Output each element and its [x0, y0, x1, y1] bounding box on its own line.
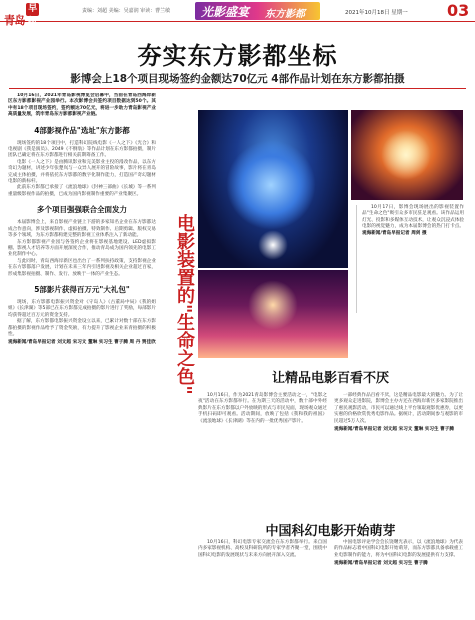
light-orb: [248, 280, 298, 330]
article-byline: 观海新闻/青岛早报记者 刘文超 宋习文 董琳 实习生 曹子腾: [334, 427, 454, 433]
article-byline: 观海新闻/青岛早报记者 刘文超 实习生 曹子腾: [334, 561, 428, 567]
article-paragraph: 现场，东方影都电影振兴资金对《守岛人》《古董局中局》《我的姐姐》《长津湖》等5部已在东方影都完成拍摄的影片进行了奖励，每部影片均获得超过百万元的资金支持。: [8, 299, 156, 318]
newspaper-logo: [4, 3, 39, 28]
article-paragraph: 10月16日，科幻电影专家交流会在东方影都举行。来自国内多家影视机构、高校及科研院所的专家学者齐聚一堂，围绕中国科幻电影的发展现状与未来方向展开深入交流。: [198, 540, 327, 558]
installation-photo-3: [351, 110, 463, 200]
sub-headline: 影博会上18个项目现场签约金额达70亿元 4部作品计划在东方影都拍摄: [70, 73, 405, 85]
article-paragraph: 电影《一人之下》是由腾讯影业和完美影业主投的漫改作品，以东方奇幻为题材，讲述少年张楚岚与一众异人展开的冒险故事，影片将在青岛完成主体拍摄，并将依托东方影都的数字化制作能力，打造国产奇幻题材电影的新标杆。: [8, 159, 156, 185]
staff-credits: 责编：刘超 美编：吴嘉润 审读：曹兰敏: [82, 8, 171, 14]
page-number: 03: [447, 1, 470, 20]
issue-date: 2021年10月18日 星期一: [345, 10, 408, 16]
article-byline: 观海新闻/青岛早报记者 刘文超 宋习文 董琳 实习生 曹子腾 周 丹 贾佳欣: [8, 340, 156, 346]
caption-text: 10月17日，影博会现场展出的影视装置作品"生命之色"吸引众多市民驻足观看。该作品运用灯光、投影和多媒体互动技术，让观众沉浸式体验电影的视觉魅力，成为本届影博会的热门打卡点。: [362, 205, 464, 230]
scifi-article: [198, 540, 463, 568]
section-banner: [195, 2, 320, 20]
banner-main: 光影盛宴: [201, 5, 250, 19]
article-paragraph: 本届影博会上，来自影视产业链上下游的多家知名企业在东方影都达成合作意向，涉及影视制作、虚拟拍摄、特效制作、后期剪辑、版权交易等多个领域，为东方影都构建完整的影视工业体系注入了新动能。: [8, 220, 156, 239]
installation-photo-2: [198, 270, 348, 358]
article-paragraph: 现场签约的18个项目中，打造科幻院线电影《一人之下》《光合》和电视剧《我是演员》、2049《不倒翁》等作品计划在东方影都拍摄，制片团队已确定将在东方影都进行相关前期筹备工作。: [8, 140, 156, 159]
scifi-title: 中国科幻电影开始萌芽: [265, 524, 396, 539]
film-night-article: [198, 361, 463, 433]
main-headline: 夯实东方影都坐标: [137, 42, 338, 70]
section-title-3: 5部影片获得百万元"大礼包": [34, 284, 130, 294]
article-paragraph: 中国电影评论学会会长饶曙光表示，以《流浪地球》为代表的作品标志着中国科幻电影开始萌芽，而东方影都具备承载重工业电影制作的能力，将为中国科幻电影的发展提供有力支撑。: [334, 540, 463, 558]
article-paragraph: 据了解，东方影都电影振兴资金设立以来，已累计对数十部在东方影都拍摄的影视作品给予了资金奖励，有力提升了影视企业来青拍摄的积极性。: [8, 319, 156, 337]
article-paragraph: 此前东方影都已承接了《流浪地球》《封神三部曲》《长城》等一系列重量级影视作品的拍摄，已成为国内影视制作重要的产业集聚区。: [8, 185, 156, 197]
masthead: [0, 0, 475, 27]
logo-mark: 早报: [26, 3, 39, 16]
section-title-2: 多个项目强强联合全面发力: [37, 205, 127, 215]
banner-sub: 东方影都: [265, 9, 305, 20]
lead-article: [8, 93, 156, 613]
photo-caption: [356, 205, 464, 313]
film-night-title: 让精品电影百看不厌: [271, 371, 389, 386]
headline-rule: [9, 88, 466, 89]
section-title-1: 4部影视作品"选址"东方影都: [34, 125, 130, 135]
light-orb: [258, 230, 288, 260]
installation-photo-1: [198, 110, 348, 268]
article-paragraph: 东方影都影视产业园与各签约企业将在影视基地建设、LED虚拟影棚、影视人才培养等方面开展深度合作，推动青岛成为国内领先的电影工业化制作中心。: [8, 239, 156, 258]
article-paragraph: 一部经典作品百看不厌，这是精品电影最大的魅力。为了让更多观众走进影院，影博会主办方还在西海岸新区多家影院推出了惠民观影活动，市民可以通过线上平台领取观影优惠券，以更实惠的价格欣赏优秀电影作品。据统计，活动期间参与观影的市民超过5万人次。: [334, 393, 463, 424]
vertical-photo-title: 电影装置的"生命之色": [174, 214, 195, 395]
lead-paragraph: 10月16日，2021年青岛影视博览会启幕中，当前在青岛西海岸新区东方影都影视产业园举行。本次影博会共签约项目数据达到50个。其中有18个项目现场签约，签约额达70亿元，将进一步助力青岛影视产业高质量发展，筑牢青岛东方影都影视产业链。: [8, 93, 156, 118]
article-paragraph: 10月16日，作为2021青岛影博会主要活动之一，"电影之夜"活动在东方影都举行。在为期三天的活动中，数十部中外经典影片在东方影都以户外放映的形式与市民见面，现场观众通过手机扫码即可观看。活动期间，放映了包括《我和我的祖国》《流浪地球》《长津湖》等在内的一批优秀国产影片。: [198, 393, 327, 424]
logo-text: 青岛: [4, 14, 25, 27]
light-orb: [381, 130, 431, 180]
caption-byline: 观海新闻/青岛早报记者 周剑 摄: [362, 230, 427, 236]
article-paragraph: 与此同时，青岛西海岸新区也出台了一系列扶持政策，支持影视企业在东方影都落户发展，计划在未来三年内引进影视及相关企业超过百家，形成集影视拍摄、制作、发行、放映于一体的产业生态。: [8, 258, 156, 277]
light-orb: [226, 140, 316, 230]
